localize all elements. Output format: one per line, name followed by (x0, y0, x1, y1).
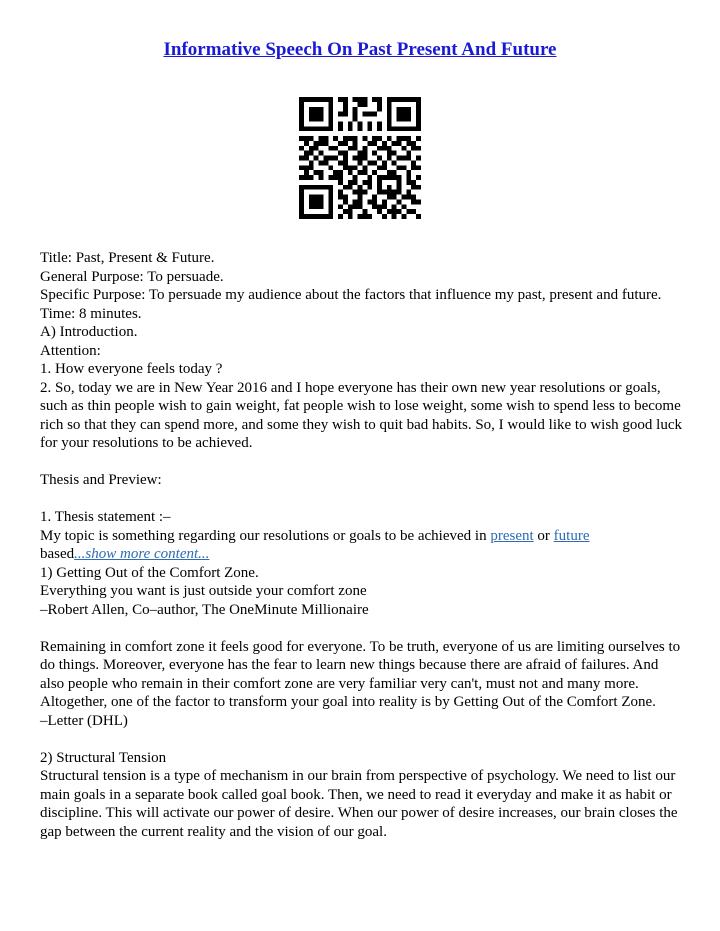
spacer (40, 453, 685, 472)
based-text: based (40, 546, 75, 562)
spacer (40, 490, 685, 509)
specific-purpose: Specific Purpose: To persuade my audience about the factors that influence my past, present and future. (40, 287, 662, 303)
spacer (40, 619, 685, 638)
attention-point-1: 1. How everyone feels today ? (40, 361, 223, 377)
comfort-heading: 1) Getting Out of the Comfort Zone. (40, 564, 259, 581)
title-line: Title: Past, Present & Future. (40, 250, 215, 266)
thesis-statement-text: My topic is something regarding our resolutions or goals to be achieved in (40, 527, 491, 544)
show-more-link[interactable]: ...show more content... (74, 546, 210, 562)
general-purpose: General Purpose: To persuade. (40, 268, 224, 285)
comfort-paragraph: Remaining in comfort zone it feels good for everyone. To be truth, everyone of us are limiting ourselves to do things. Moreover, everyone has the fear to learn new things because there are afraid of failures. And also people who remain in their comfort zone are very familiar very can't, must not and many more. Altogether, one of the factor to transform your goal into reality is by Getting Out of the Comfort Zone. (40, 638, 681, 710)
spacer (40, 730, 685, 749)
attention-heading: Attention: (40, 342, 101, 359)
page-title[interactable]: Informative Speech On Past Present And Future (163, 39, 557, 60)
introduction-heading: A) Introduction. (40, 324, 138, 340)
structural-heading: 2) Structural Tension (40, 749, 167, 766)
based-line (40, 545, 685, 564)
comfort-quote: Everything you want is just outside your comfort zone (40, 583, 367, 599)
present-link[interactable]: present (490, 527, 534, 544)
qr-code-icon (299, 97, 421, 219)
thesis-statement (40, 527, 685, 546)
comfort-attribution: –Robert Allen, Co–author, The OneMinute Millionaire (40, 601, 369, 618)
future-link[interactable]: future (553, 527, 590, 544)
document-body (40, 249, 685, 841)
thesis-statement-label: 1. Thesis statement :– (40, 509, 171, 525)
attention-point-2: 2. So, today we are in New Year 2016 and I hope everyone has their own new year resolutions or goals, such as thin people wish to gain weight, fat people wish to lose weight, some wish to spend less to become rich so that they can spend more, and some they wish to quit bad habits. So, I would like to wish good luck for your resolutions to be achieved. (40, 379, 682, 451)
or-text: or (533, 527, 554, 544)
time-line: Time: 8 minutes. (40, 305, 142, 322)
letter-line: –Letter (DHL) (40, 712, 128, 729)
thesis-heading: Thesis and Preview: (40, 472, 162, 488)
structural-paragraph: Structural tension is a type of mechanism in our brain from perspective of psychology. We need to list our main goals in a separate book called goal book. Then, we need to read it everyday and make it as habit or discipline. This will activate our power of desire. When our power of desire increases, our brain closes the gap between the current reality and the vision of our goal. (40, 768, 678, 840)
